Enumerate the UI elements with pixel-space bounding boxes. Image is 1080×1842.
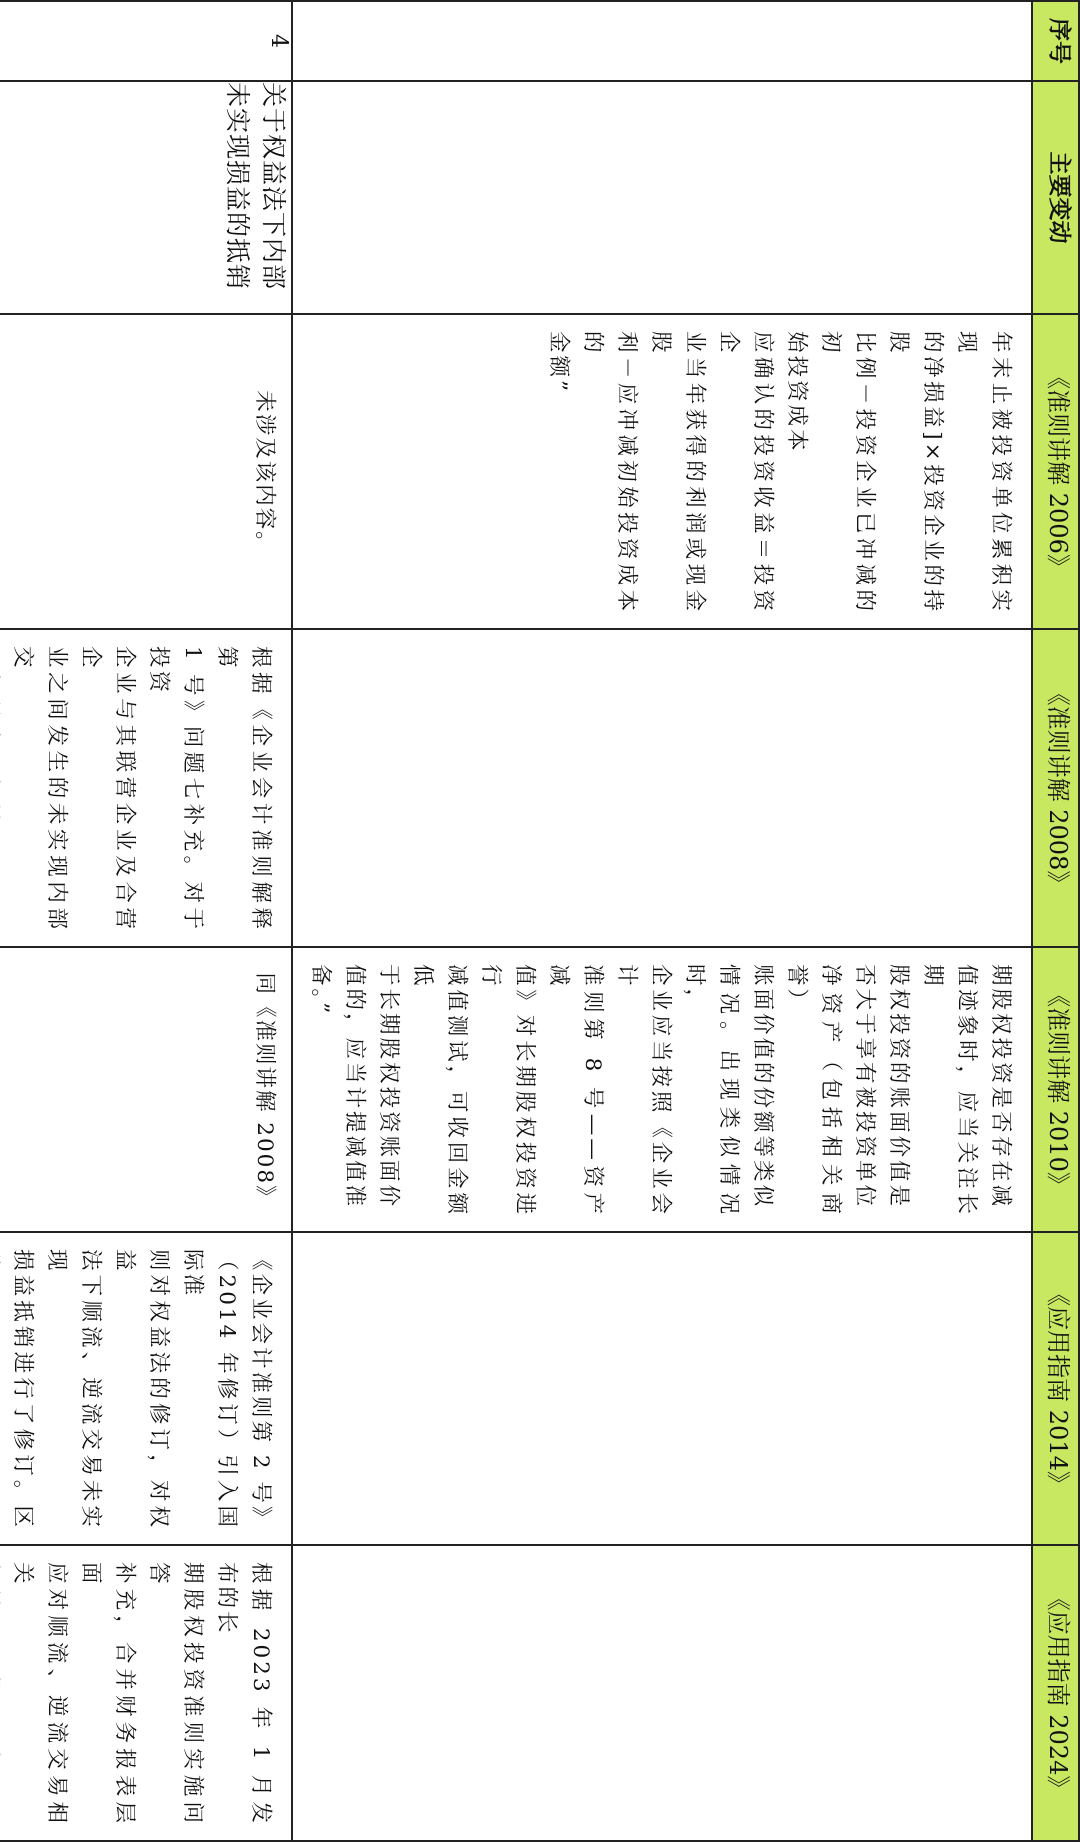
text-line: 损益抵销进行了修订。区 [10,1249,35,1530]
header-2014: 《应用指南 2014》 [1032,1232,1079,1545]
text-line: 《企业会计准则第 2 号》 [248,1249,273,1531]
text-line: 年末止被投资单位累积实现 [954,331,1013,614]
text-line: 根据 2023 年 1 月发布的长 [214,1562,273,1826]
cell-2014-empty [292,1232,1032,1545]
header-row [1032,1,1079,1841]
text-line: 业当年获得的利润或现金股 [648,331,707,614]
text-line: 始投资成本 [784,331,809,454]
cell-2024-empty [292,1545,1032,1841]
text-2010-continued [293,948,1031,1231]
text-2008-main [0,630,291,946]
text-line: 企业应当按照《企业会计 [614,964,673,1217]
text-line: 于长期股权投资账面价 [376,964,401,1210]
text-line: 减值测试，可收回金额低 [410,964,469,1217]
text-line: 值》对长期股权投资进行 [478,964,537,1217]
header-main-change: 主要变动 [1032,81,1079,314]
cell-seq-empty [292,1,1032,81]
text-line: 法下顺流、逆流交易未实现 [44,1249,103,1530]
text-line: 1 号》问题七补充。对于投资 [146,646,205,932]
cell-2006-continued [292,314,1032,629]
text-line: 期股权投资是否存在减 [988,964,1013,1210]
text-line: 补充，合并财务报表层面 [78,1562,137,1826]
text-line: （2014 年修订）引入国际准 [180,1249,239,1530]
text-line: 值的，应当计提减值准 [342,964,367,1210]
cell-2008-empty [292,629,1032,947]
text-line: 账面价值的份额等类似 [750,964,775,1210]
text-line: 期股权投资准则实施问答 [146,1562,205,1826]
text-2006-main: 未涉及该内容。 [252,390,277,555]
cell-2014-main [0,1232,292,1545]
header-seq: 序号 [1032,1,1079,81]
text-line: 则对权益法的修订，对权益 [112,1249,171,1530]
header-2006: 《准则讲解 2006》 [1032,314,1079,629]
text-line [0,646,5,932]
text-line: 的净损益]×投资企业的持股 [886,331,945,614]
text-line: 股权投资的账面价值是 [886,964,911,1210]
cell-2008-main [0,629,292,947]
cell-2006-main [0,314,292,629]
text-line: 准则第 8 号——资产减 [546,964,605,1217]
header-2010: 《准则讲解 2010》 [1032,947,1079,1232]
text-line: 情况。出现类似情况时， [682,964,741,1217]
text-line: 业之间发生的未实现内部交 [10,646,69,932]
text-line: 净资产（包括相关商誉） [784,964,843,1217]
text-line: 比例－投资企业已冲减的初 [818,331,877,614]
cell-change-empty [292,81,1032,314]
cell-2010-main [0,947,292,1232]
text-2014-main [0,1233,291,1544]
text-line: 备。” [308,964,333,1017]
header-2024: 《应用指南 2024》 [1032,1545,1079,1841]
text-2006-continued [531,315,1031,628]
cell-change-title: 关于权益法下内部未实现损益的抵销 [0,81,292,314]
cell-2024-main [0,1545,292,1841]
text-line: 金额” [546,331,571,394]
text-line: 否大于享有被投资单位 [852,964,877,1210]
text-2024-main [0,1546,291,1840]
text-line: 值迹象时，应当关注长期 [920,964,979,1217]
cell-2010-continued [292,947,1032,1232]
text-line: 企业与其联营企业及合营企 [78,646,137,932]
text-line: 利－应冲减初始投资成本的 [580,331,639,614]
cell-seq-number: 4 [0,1,292,81]
text-line: 应对顺流、逆流交易相关 [10,1562,69,1826]
text-line [0,1562,5,1826]
table-row-continued [292,1,1032,1841]
header-2008: 《准则讲解 2008》 [1032,629,1079,947]
text-line: 应确认的投资收益＝投资企 [716,331,775,614]
text-line: 根据《企业会计准则解释第 [214,646,273,932]
text-2010-main: 同《准则讲解 2008》 [252,972,277,1209]
table-row-4 [0,1,292,1841]
